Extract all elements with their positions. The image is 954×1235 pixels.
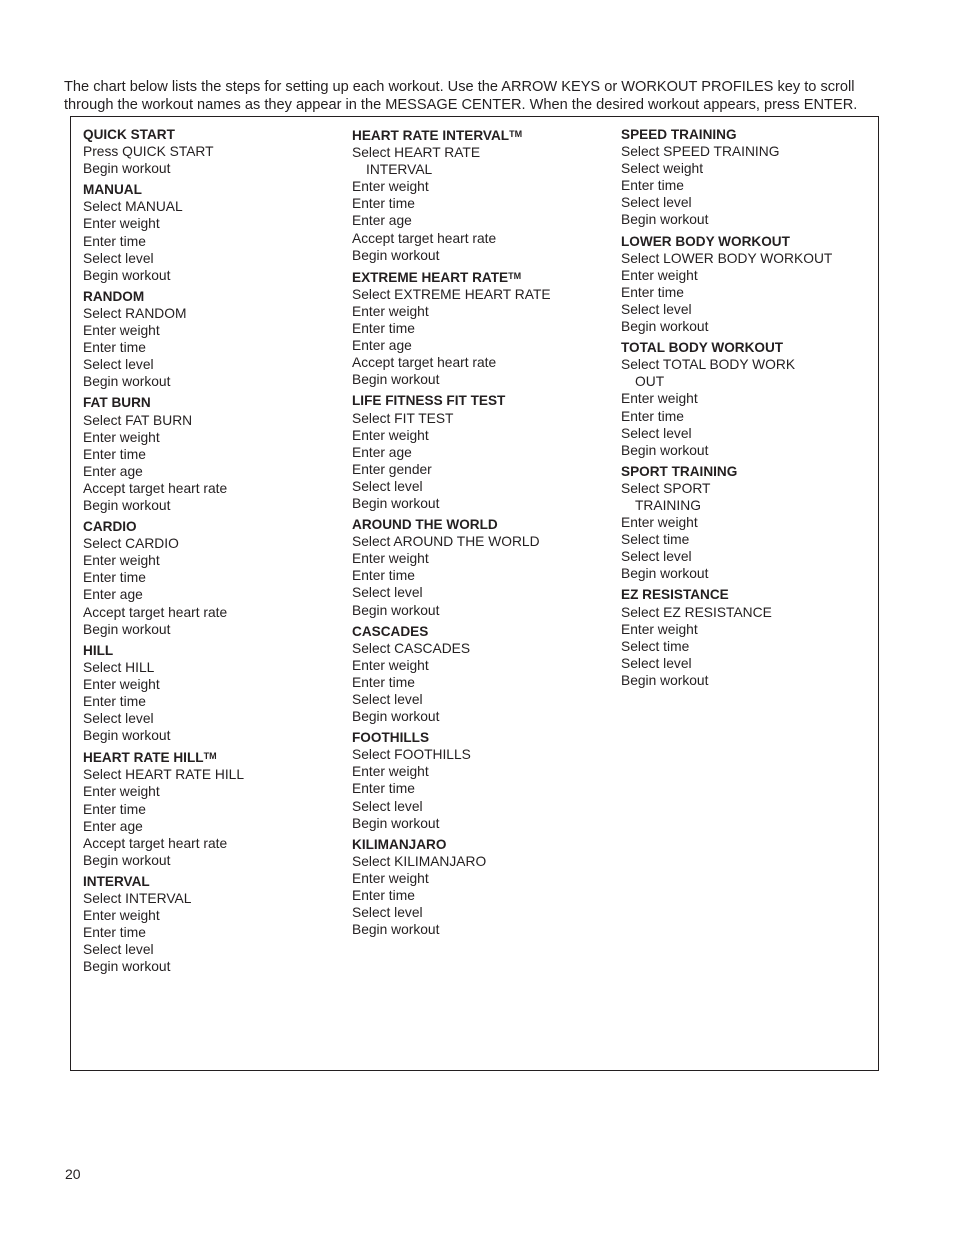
workout-column-3 [621,126,832,693]
workout-step: Select TOTAL BODY WORK [621,357,796,373]
workout-title [83,181,244,198]
workout-step: Enter time [352,568,415,584]
workout-step: Accept target heart rate [83,835,228,851]
workout-step: Accept target heart rate [352,230,497,246]
workout-title-text: LIFE FITNESS FIT TEST [352,393,506,409]
workout-step: Enter weight [83,908,160,924]
workout-title-text: EZ RESISTANCE [621,587,729,603]
workout-step: Begin workout [352,922,440,938]
workout-step: OUT [635,374,665,390]
workout-step: Enter time [83,570,146,586]
workout-group [83,642,244,745]
workout-title-text: TOTAL BODY WORKOUT [621,340,784,356]
workout-step: Begin workout [83,497,171,513]
workout-title-text: HEART RATE INTERVAL [352,128,510,143]
workout-step: Enter weight [352,303,429,319]
workout-step: Enter weight [83,676,160,692]
workout-group [352,516,551,619]
workout-step: Enter weight [621,267,698,283]
workout-step: Enter weight [352,427,429,443]
workout-title [352,729,551,746]
workout-group [352,836,551,939]
workout-group [83,873,244,976]
workout-step: Begin workout [352,709,440,725]
workout-step: Select level [83,250,154,266]
intro-paragraph: The chart below lists the steps for setting up each workout. Use the ARROW KEYS or WORKOUT PROFILES key to scroll through the workout names as they appear in the MESSAGE CENTER. When the desired workout appears, press ENTER. [64,78,858,113]
workout-step: Enter weight [352,657,429,673]
workout-step: Enter weight [352,764,429,780]
workout-step: Begin workout [83,621,171,637]
workout-step: Select time [621,638,690,654]
workout-group [352,268,551,389]
workout-step: Enter weight [83,323,160,339]
workout-step: Select level [621,195,692,211]
workout-group [352,392,551,512]
workout-group [83,394,244,514]
workout-step: Select RANDOM [83,305,187,321]
workout-step: Enter weight [621,391,698,407]
workout-step: Enter age [83,587,143,603]
workout-step: Enter time [83,925,146,941]
workout-step: Select level [352,692,423,707]
workout-step: Select MANUAL [83,199,183,215]
workout-step: Begin workout [83,267,171,283]
workout-title-text: FOOTHILLS [352,730,430,746]
workout-title-text: KILIMANJARO [352,836,447,852]
workout-step: Enter time [352,196,415,212]
workout-step: Select EZ RESISTANCE [621,604,772,620]
workout-step: Enter time [352,888,415,904]
workout-group [83,518,244,638]
workout-title [352,623,551,640]
workout-group [83,288,244,391]
workout-step: Begin workout [352,815,440,831]
workout-step: Accept target heart rate [83,480,228,496]
workout-step: Select level [352,585,423,601]
workout-title-text: SPEED TRAINING [621,127,737,142]
workout-step: Select level [83,711,154,727]
workout-title-text: INTERVAL [83,873,150,889]
workout-title [352,836,551,853]
workout-title-text: RANDOM [83,288,145,304]
workout-title-text: FAT BURN [83,395,151,411]
workout-title [83,873,244,890]
workout-step: Enter weight [83,784,160,800]
workout-title [83,748,244,766]
workout-group [83,181,244,284]
workout-step: Enter time [83,233,146,249]
workout-title-text: CASCADES [352,623,429,639]
workout-column-2 [352,126,551,942]
workout-group [621,463,832,583]
workout-step: Select FOOTHILLS [352,747,471,763]
workout-group [621,339,832,459]
workout-title-text: SPORT TRAINING [621,463,738,479]
workout-step: Begin workout [83,852,171,868]
workout-title [83,518,244,535]
workout-title-text: MANUAL [83,182,142,198]
workout-group [352,729,551,832]
workout-title [621,233,832,250]
workout-group [621,233,832,336]
workout-title [621,586,832,603]
workout-step: Select level [83,357,154,373]
workout-step: Accept target heart rate [352,355,497,371]
workout-step: Begin workout [83,374,171,390]
workout-step: Select INTERVAL [83,891,192,907]
workout-step: Select FIT TEST [352,410,454,426]
workout-step: Select level [621,549,692,565]
workout-step: Enter time [621,284,684,300]
workout-step: Begin workout [83,161,171,177]
workout-title [621,339,832,356]
workout-step: Begin workout [352,247,440,263]
workout-step: Enter time [352,674,415,690]
workout-step: Enter age [352,213,412,229]
workout-step: Select LOWER BODY WORKOUT [621,250,833,266]
workout-step: Select CASCADES [352,640,471,656]
workout-step: Begin workout [83,959,171,975]
workout-title [83,126,244,143]
workout-step: Select time [621,532,690,548]
workout-title [83,288,244,305]
workout-step: Begin workout [621,442,709,458]
workout-group [83,126,244,177]
workout-step: Select EXTREME HEART RATE [352,286,551,302]
workout-step: Select SPORT [621,480,711,496]
workout-title [83,394,244,411]
workout-step: Enter age [352,338,412,354]
workout-step: Begin workout [621,212,709,228]
workout-step: Select level [352,905,423,921]
workout-step: Enter weight [83,553,160,569]
workout-group [83,748,244,869]
workout-step: Enter time [83,446,146,462]
workout-step: Enter age [83,463,143,479]
workout-title-text: HEART RATE HILL [83,750,204,766]
workout-step: Begin workout [621,566,709,582]
workout-step: Select level [621,655,692,671]
workout-step: Select HEART RATE [352,145,481,161]
page-number: 20 [65,1166,81,1182]
workout-title [352,392,551,409]
workout-step: Accept target heart rate [83,604,228,620]
workout-title-text: AROUND THE WORLD [352,517,498,533]
workout-step: Select AROUND THE WORLD [352,534,540,550]
workout-step: Press QUICK START [83,144,214,160]
workout-step: Enter time [352,781,415,797]
workout-title-text: QUICK START [83,127,175,142]
workout-column-1 [83,126,244,980]
workout-step: INTERVAL [366,162,433,178]
workout-step: Enter time [621,408,684,424]
workout-step: Enter weight [83,216,160,232]
trademark-mark: TM [509,129,523,139]
workout-step: Select HILL [83,659,155,675]
workout-title-text: HILL [83,642,114,658]
workout-step: Enter time [83,694,146,709]
workout-title [352,126,551,144]
workout-step: Select KILIMANJARO [352,853,487,869]
trademark-mark: TM [508,270,522,281]
workout-step: Enter time [621,178,684,194]
workout-title [621,126,832,143]
workout-step: Enter weight [352,179,429,195]
workout-step: Begin workout [352,495,440,511]
workout-steps-chart [70,116,879,1071]
workout-step: Begin workout [83,728,171,744]
workout-step: Select CARDIO [83,536,179,552]
workout-title [83,642,244,659]
workout-group [621,126,832,229]
workout-step: Select HEART RATE HILL [83,767,245,783]
workout-step: Select level [621,301,692,317]
workout-step: Enter age [83,818,143,834]
workout-step: Select FAT BURN [83,412,193,428]
workout-title-text: EXTREME HEART RATE [352,269,509,285]
workout-step: Enter time [83,801,146,817]
workout-step: Begin workout [352,372,440,388]
workout-group [621,586,832,689]
workout-step: Select level [352,478,423,494]
workout-step: Enter weight [352,870,429,886]
workout-step: Select weight [621,161,704,177]
workout-title [621,463,832,480]
workout-step: TRAINING [635,497,701,513]
workout-step: Enter weight [352,551,429,567]
workout-step: Enter weight [621,621,698,637]
workout-step: Select SPEED TRAINING [621,144,780,160]
workout-step: Enter age [352,444,412,460]
workout-step: Select level [621,425,692,441]
workout-group [352,623,551,726]
workout-title [352,516,551,533]
workout-step: Enter gender [352,461,432,477]
trademark-mark: TM [203,751,217,762]
workout-title [352,268,551,286]
workout-step: Enter time [352,321,415,337]
workout-step: Begin workout [352,602,440,618]
workout-step: Enter weight [83,429,160,445]
workout-title-text: LOWER BODY WORKOUT [621,233,790,249]
workout-step: Enter weight [621,515,698,531]
workout-step: Enter time [83,340,146,356]
workout-step: Begin workout [621,672,709,688]
workout-title-text: CARDIO [83,519,137,535]
workout-step: Select level [83,942,154,958]
workout-group [352,126,551,264]
workout-step: Begin workout [621,319,709,335]
workout-step: Select level [352,798,423,814]
